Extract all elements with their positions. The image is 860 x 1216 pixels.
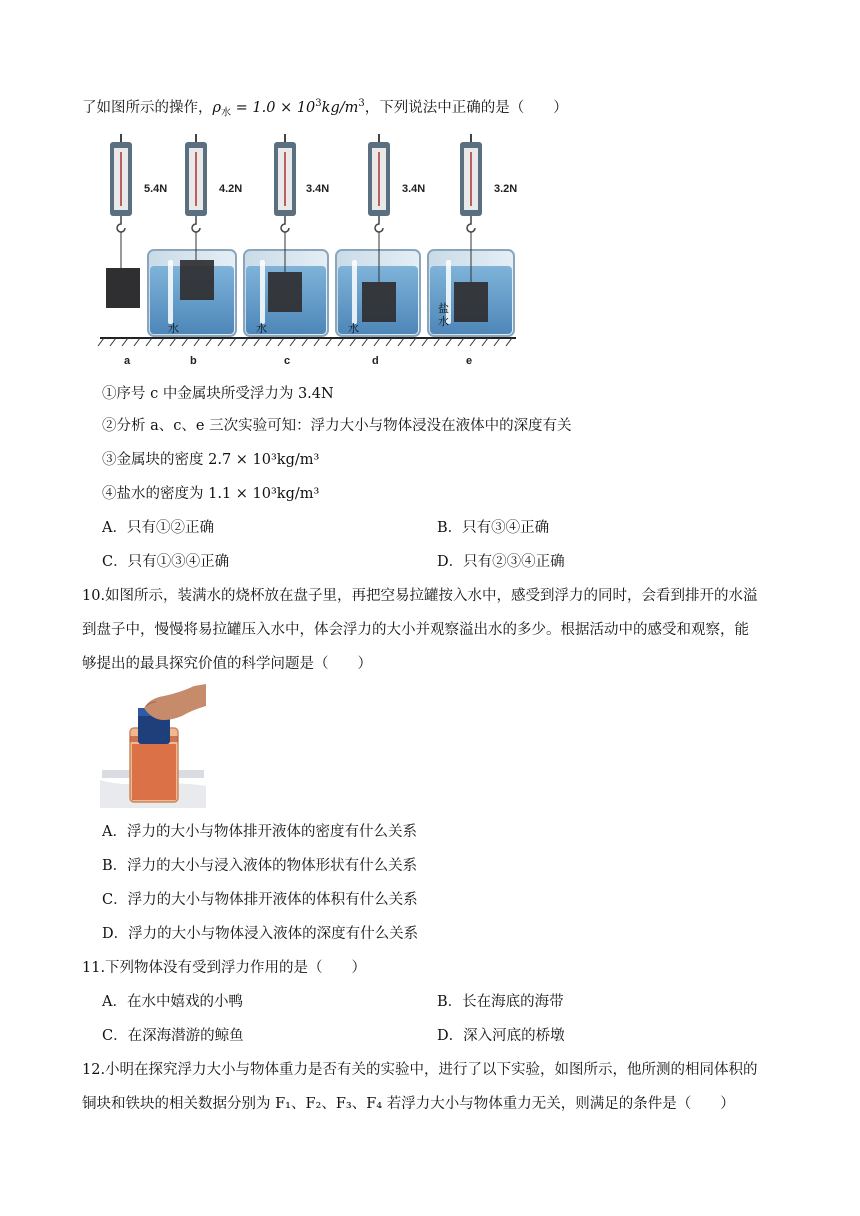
rho-subscript: 水: [221, 107, 232, 119]
q10-option-c[interactable]: C．浮力的大小与物体排开液体的体积有什么关系: [102, 892, 418, 908]
q9-statement-2: ②分析 a、c、e 三次实验可知：浮力大小与物体浸没在液体中的深度有关: [102, 418, 572, 434]
liquid-label-e: 盐水: [438, 302, 449, 328]
label-d: d: [372, 355, 379, 367]
q9-intro: [82, 94, 568, 124]
q11-option-c[interactable]: C．在深海潜游的鲸鱼: [102, 1028, 244, 1044]
q11-option-d[interactable]: D．深入河底的桥墩: [437, 1028, 565, 1044]
rho-value: = 1.0 × 10: [231, 99, 316, 116]
q9-experiment-figure: [96, 132, 526, 372]
q10-option-d[interactable]: D．浮力的大小与物体浸入液体的深度有什么关系: [102, 926, 419, 942]
q10-can-photo: [100, 684, 206, 808]
liquid-label-d: 水: [348, 322, 359, 335]
q9-option-b[interactable]: B．只有③④正确: [437, 520, 550, 536]
label-b: b: [190, 355, 197, 367]
beaker-d: [336, 134, 420, 336]
q12-stem-line2: 铜块和铁块的相关数据分别为 F₁、F₂、F₃、F₄ 若浮力大小与物体重力无关，则满足的条件是（ ）: [82, 1096, 735, 1112]
beaker-b: [148, 134, 236, 336]
q10-option-a[interactable]: A．浮力的大小与物体排开液体的密度有什么关系: [102, 824, 417, 840]
reading-a: 5.4N: [144, 183, 168, 195]
q9-statement-1: ①序号 c 中金属块所受浮力为 3.4N: [102, 386, 334, 402]
q9-option-c[interactable]: C．只有①③④正确: [102, 554, 230, 570]
label-c: c: [284, 355, 291, 367]
q9-statement-4: ④盐水的密度为 1.1 × 10³kg/m³: [102, 486, 320, 502]
q12-stem-line1: 12.小明在探究浮力大小与物体重力是否有关的实验中，进行了以下实验，如图所示，他所测的相同体积的: [82, 1062, 758, 1078]
liquid-label-c: 水: [256, 322, 267, 335]
reading-b: 4.2N: [219, 183, 243, 195]
reading-d: 3.4N: [402, 183, 426, 195]
q10-stem-line2: 到盘子中，慢慢将易拉罐压入水中，体会浮力的大小并观察溢出水的多少。根据活动中的感受和观察，能: [82, 622, 749, 638]
q9-option-d[interactable]: D．只有②③④正确: [437, 554, 565, 570]
q9-statement-3: ③金属块的密度 2.7 × 10³kg/m³: [102, 452, 320, 468]
rho-unit: kg/m: [321, 99, 359, 116]
q11-stem: 11.下列物体没有受到浮力作用的是（ ）: [82, 960, 367, 976]
rho-exponent: 3: [315, 98, 322, 109]
q9-option-a[interactable]: A．只有①②正确: [102, 520, 214, 536]
q9-intro-prefix: 了如图所示的操作，: [82, 99, 213, 116]
q10-stem-line3: 够提出的最具探究价值的科学问题是（ ）: [82, 656, 372, 672]
q11-option-b[interactable]: B．长在海底的海带: [437, 994, 564, 1010]
ground-line: [98, 338, 516, 346]
scale-a: [106, 134, 140, 308]
q10-stem-line1: 10.如图所示，装满水的烧杯放在盘子里，再把空易拉罐按入水中，感受到浮力的同时，会看到排开的水溢: [82, 588, 758, 604]
reading-e: 3.2N: [494, 183, 518, 195]
q11-option-a[interactable]: A．在水中嬉戏的小鸭: [102, 994, 243, 1010]
rho-unit-exponent: 3: [358, 98, 365, 109]
q10-option-b[interactable]: B．浮力的大小与浸入液体的物体形状有什么关系: [102, 858, 418, 874]
q9-intro-suffix: ，下列说法中正确的是（ ）: [364, 99, 568, 116]
liquid-label-b: 水: [168, 322, 179, 335]
label-e: e: [466, 355, 473, 367]
beaker-c: [244, 134, 328, 336]
label-a: a: [124, 355, 131, 367]
reading-c: 3.4N: [306, 183, 330, 195]
rho-symbol: ρ: [212, 99, 222, 116]
